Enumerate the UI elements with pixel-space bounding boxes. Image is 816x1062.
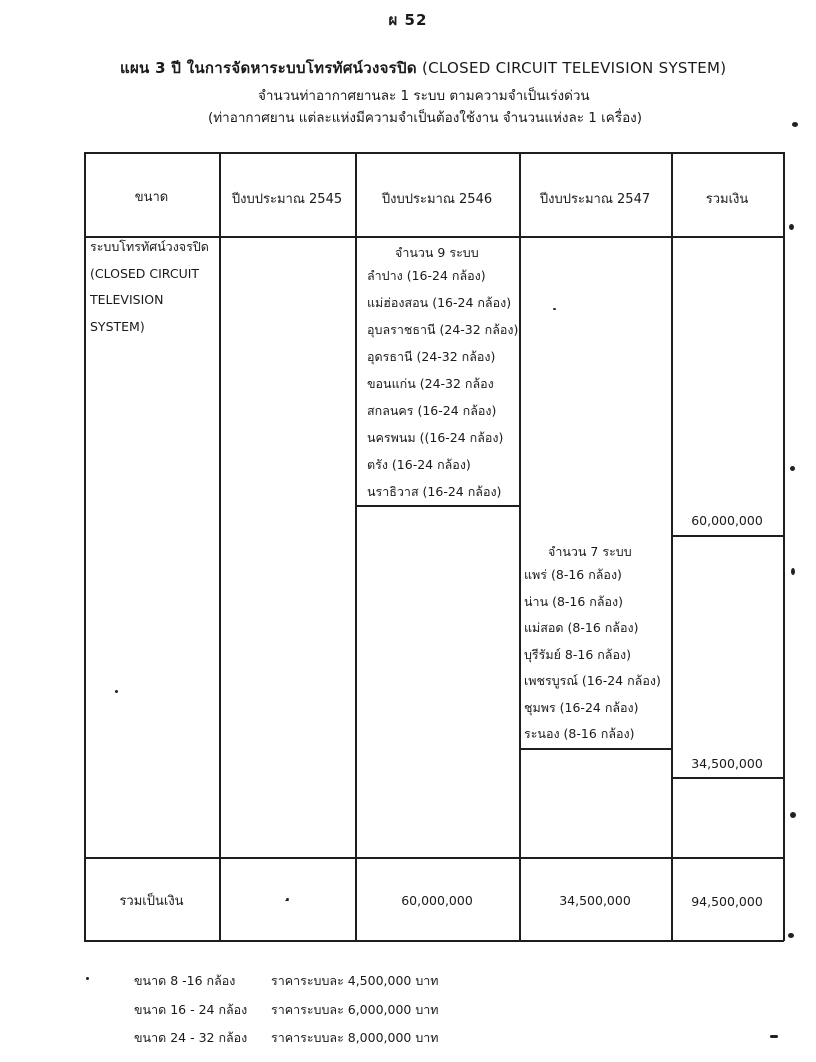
header-year-2545: ปีงบประมาณ 2545 bbox=[231, 192, 343, 207]
price-note-price: ราคาระบบละ 4,500,000 บาท bbox=[271, 973, 439, 988]
item-description-line: (CLOSED CIRCUIT bbox=[90, 265, 200, 281]
list-item: ตรัง (16-24 กล้อง) bbox=[367, 457, 471, 472]
y2546-airport-list bbox=[367, 262, 518, 505]
document-title bbox=[120, 56, 726, 80]
subtotal-2546: 60,000,000 bbox=[691, 513, 763, 528]
item-description-line: TELEVISION bbox=[90, 292, 164, 307]
list-item: แพร่ (8-16 กล้อง) bbox=[524, 567, 622, 582]
header-size: ขนาด bbox=[134, 190, 169, 205]
item-description-line: ระบบโทรทัศน์วงจรปิด bbox=[90, 239, 209, 254]
subtotal-2547: 34,500,000 bbox=[691, 756, 763, 771]
list-item: แม่สอด (8-16 กล้อง) bbox=[524, 620, 639, 635]
price-note-size: ขนาด 16 - 24 กล้อง bbox=[134, 1002, 248, 1017]
page-number: ผ 52 bbox=[388, 11, 428, 29]
total-2547: 34,500,000 bbox=[559, 893, 631, 908]
y2547-airport-list bbox=[524, 562, 661, 748]
header-year-2546: ปีงบประมาณ 2546 bbox=[381, 192, 493, 207]
list-item: น่าน (8-16 กล้อง) bbox=[524, 593, 624, 609]
list-item: เพชรบูรณ์ (16-24 กล้อง) bbox=[524, 673, 661, 688]
list-item: อุดรธานี (24-32 กล้อง) bbox=[367, 349, 496, 364]
list-item: ขอนแก่น (24-32 กล้อง bbox=[367, 376, 494, 391]
y2547-heading: จำนวน 7 ระบบ bbox=[548, 544, 632, 559]
header-year-2547: ปีงบประมาณ 2547 bbox=[539, 192, 651, 207]
price-note-size: ขนาด 8 -16 กล้อง bbox=[134, 973, 236, 988]
total-row-label: รวมเป็นเงิน bbox=[119, 894, 184, 909]
title-english: (CLOSED CIRCUIT TELEVISION SYSTEM) bbox=[421, 59, 727, 77]
list-item: สกลนคร (16-24 กล้อง) bbox=[367, 403, 497, 418]
list-item: บุรีรัมย์ 8-16 กล้อง) bbox=[524, 646, 631, 662]
list-item: ระนอง (8-16 กล้อง) bbox=[524, 726, 635, 741]
list-item: นครพนม ((16-24 กล้อง) bbox=[367, 430, 504, 445]
price-note-size: ขนาด 24 - 32 กล้อง bbox=[134, 1030, 248, 1045]
price-note bbox=[134, 1000, 439, 1020]
item-description-line: SYSTEM) bbox=[90, 318, 145, 334]
list-item: แม่ฮ่องสอน (16-24 กล้อง) bbox=[367, 295, 512, 310]
list-item: นราธิวาส (16-24 กล้อง) bbox=[367, 484, 502, 499]
price-note bbox=[134, 971, 439, 991]
item-description bbox=[90, 234, 209, 340]
list-item: ลำปาง (16-24 กล้อง) bbox=[367, 268, 486, 283]
header-total: รวมเงิน bbox=[705, 192, 749, 207]
grand-total: 94,500,000 bbox=[691, 894, 763, 909]
subtitle-line-1: จำนวนท่าอากาศยานละ 1 ระบบ ตามความจำเป็นเร่งด่วน bbox=[258, 88, 590, 104]
list-item: อุบลราชธานี (24-32 กล้อง) bbox=[367, 322, 519, 337]
y2546-heading: จำนวน 9 ระบบ bbox=[395, 245, 479, 260]
subtitle-line-2: (ท่าอากาศยาน แต่ละแห่งมีความจำเป็นต้องใช้งาน จำนวนแห่งละ 1 เครื่อง) bbox=[208, 110, 643, 126]
list-item: ชุมพร (16-24 กล้อง) bbox=[524, 699, 639, 715]
price-note-price: ราคาระบบละ 8,000,000 บาท bbox=[271, 1030, 439, 1045]
price-note-price: ราคาระบบละ 6,000,000 บาท bbox=[271, 1002, 439, 1017]
title-thai: แผน 3 ปี ในการจัดหาระบบโทรทัศน์วงจรปิด bbox=[120, 59, 417, 77]
total-2546: 60,000,000 bbox=[401, 893, 473, 908]
price-note bbox=[134, 1028, 439, 1048]
